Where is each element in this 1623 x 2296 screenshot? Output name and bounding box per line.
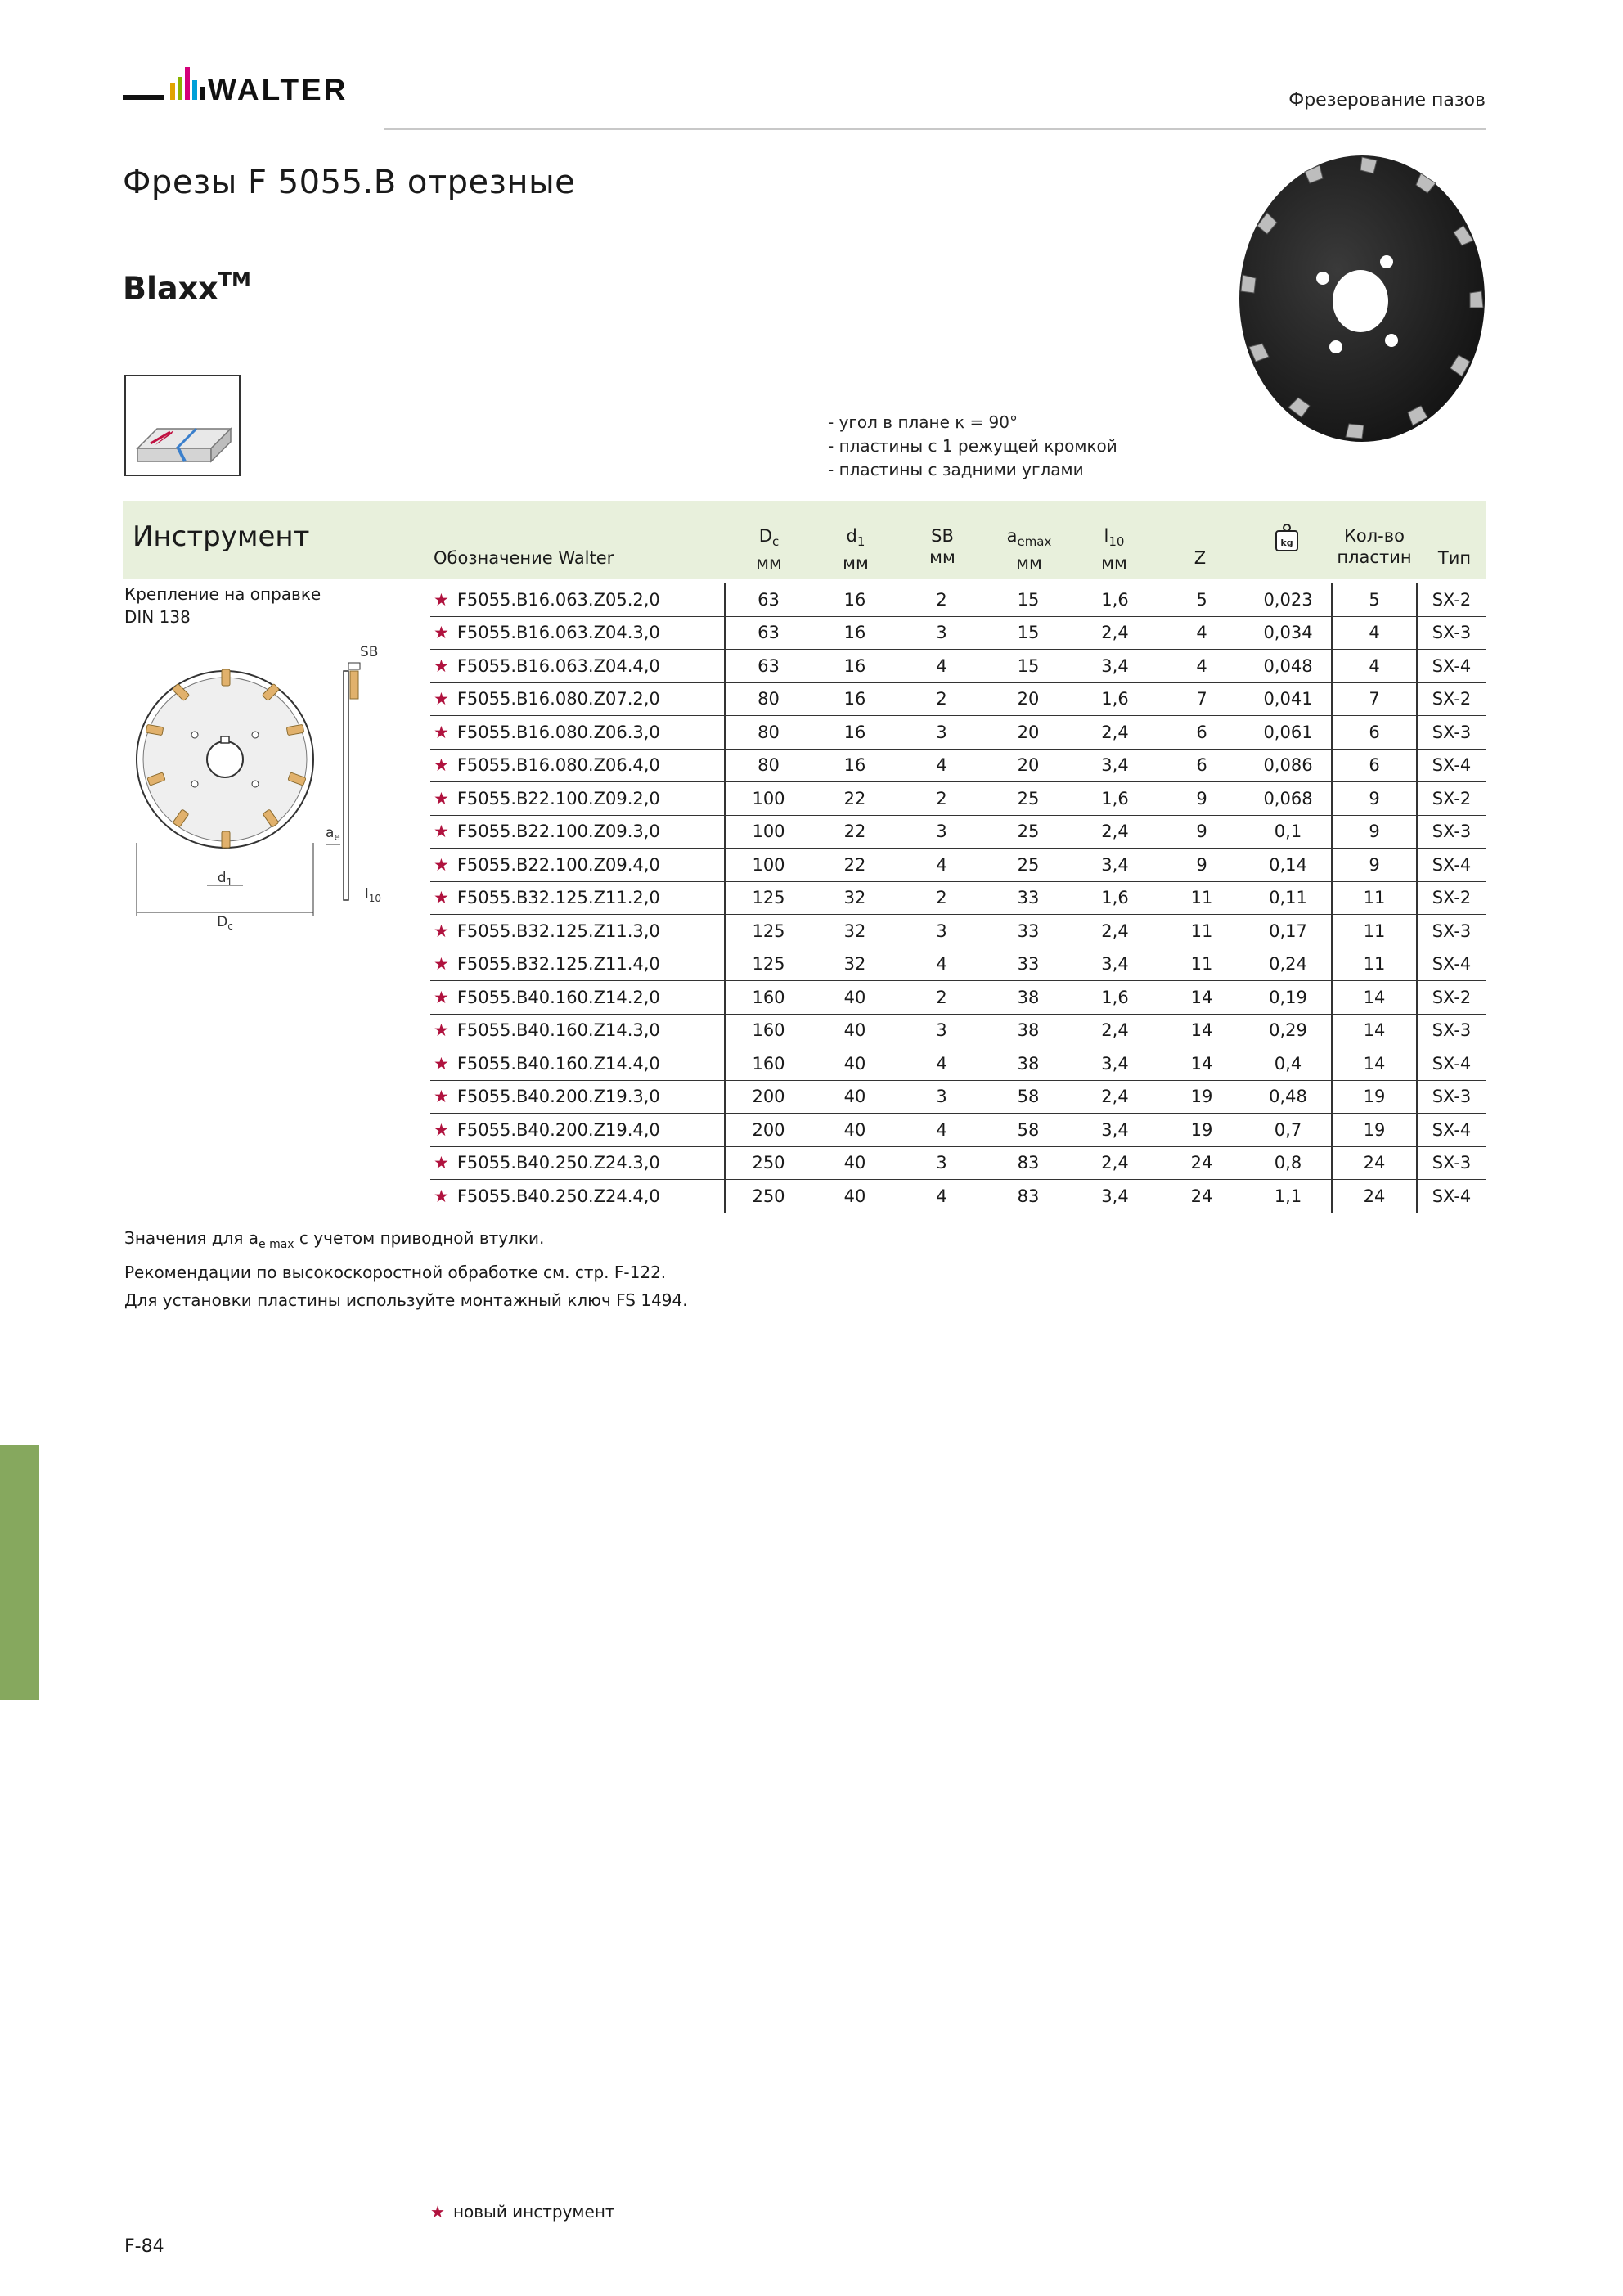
cell-qty: 14 [1332,1014,1417,1047]
cell-designation: ★ F5055.B40.250.Z24.3,0 [430,1146,725,1180]
col-header-designation: Обозначение Walter [434,548,614,568]
cell-sb: 4 [898,749,985,782]
cell-ae: 25 [985,782,1072,816]
tool-data-table [430,583,1486,1213]
table-row [430,583,1486,616]
logo-text: WALTER [208,73,348,106]
note-hsc: Рекомендации по высокоскоростной обработке см. стр. F-122. [124,1263,667,1282]
cell-designation: ★ F5055.B16.063.Z04.4,0 [430,650,725,683]
product-photo [1231,147,1493,450]
brand-name: Blaxx [123,270,218,307]
cell-d1: 22 [812,782,898,816]
cell-designation: ★ F5055.B32.125.Z11.2,0 [430,881,725,915]
cell-designation: ★ F5055.B32.125.Z11.4,0 [430,948,725,981]
cell-sb: 3 [898,716,985,750]
cell-qty: 11 [1332,948,1417,981]
cell-d1: 16 [812,682,898,716]
col-header-l10: $l_{10}$ мм [1101,526,1127,574]
cell-sb: 3 [898,1146,985,1180]
cutter-technical-drawing [123,638,401,932]
cell-ae: 25 [985,849,1072,882]
cell-type: SX-4 [1417,1114,1486,1147]
cell-kg: 0,068 [1245,782,1332,816]
cell-kg: 0,8 [1245,1146,1332,1180]
table-body [430,583,1486,1213]
cell-type: SX-4 [1417,849,1486,882]
cell-d1: 40 [812,1146,898,1180]
cell-kg: 0,29 [1245,1014,1332,1047]
cell-z: 4 [1158,650,1245,683]
cell-kg: 0,1 [1245,815,1332,849]
cell-qty: 24 [1332,1180,1417,1213]
cell-d1: 40 [812,1014,898,1047]
header-rule [384,128,1486,130]
cell-sb: 3 [898,915,985,948]
cell-ae: 15 [985,650,1072,683]
page-number: F-84 [124,2236,164,2257]
star-icon: ★ [434,1087,449,1107]
star-icon: ★ [434,854,449,875]
section-label: Фрезерование пазов [1288,90,1486,110]
cell-kg: 0,7 [1245,1114,1332,1147]
feature-item: - пластины с задними углами [828,460,1084,479]
cell-dc: 63 [725,583,812,616]
cell-ae: 20 [985,716,1072,750]
cell-dc: 250 [725,1180,812,1213]
table-row [430,948,1486,981]
cell-ae: 38 [985,1047,1072,1081]
cell-l10: 1,6 [1072,782,1158,816]
star-icon: ★ [434,822,449,842]
page-title: Фрезы F 5055.B отрезные [123,164,576,201]
cell-dc: 125 [725,881,812,915]
cell-z: 5 [1158,583,1245,616]
cell-type: SX-2 [1417,682,1486,716]
cell-kg: 0,48 [1245,1080,1332,1114]
star-icon: ★ [434,888,449,908]
cell-qty: 4 [1332,650,1417,683]
table-row [430,1146,1486,1180]
table-row [430,1114,1486,1147]
cell-l10: 3,4 [1072,1180,1158,1213]
cell-l10: 3,4 [1072,1047,1158,1081]
brand-subtitle [123,270,251,307]
cell-l10: 3,4 [1072,1114,1158,1147]
cell-d1: 32 [812,881,898,915]
cell-type: SX-3 [1417,1014,1486,1047]
cell-ae: 33 [985,915,1072,948]
cell-designation: ★ F5055.B40.160.Z14.4,0 [430,1047,725,1081]
table-row [430,1080,1486,1114]
cell-dc: 100 [725,849,812,882]
cell-sb: 4 [898,1047,985,1081]
cell-designation: ★ F5055.B16.063.Z04.3,0 [430,616,725,650]
cell-dc: 160 [725,981,812,1015]
table-row [430,749,1486,782]
svg-text:SB: SB [360,644,379,660]
cell-qty: 11 [1332,915,1417,948]
cell-d1: 40 [812,1180,898,1213]
cell-dc: 125 [725,915,812,948]
cell-dc: 160 [725,1014,812,1047]
cell-dc: 80 [725,682,812,716]
cell-l10: 2,4 [1072,1014,1158,1047]
cell-d1: 16 [812,616,898,650]
cell-ae: 25 [985,815,1072,849]
cell-designation: ★ F5055.B16.080.Z06.4,0 [430,749,725,782]
svg-text:l10: $l_{10}$ [365,886,382,904]
table-row [430,782,1486,816]
table-row [430,881,1486,915]
cell-type: SX-3 [1417,616,1486,650]
cell-d1: 40 [812,1047,898,1081]
col-header-ae: $a_{emax}$ мм [1006,526,1052,574]
star-icon: ★ [434,954,449,975]
cell-z: 19 [1158,1080,1245,1114]
cell-l10: 2,4 [1072,915,1158,948]
star-icon: ★ [434,623,449,643]
walter-logo [123,59,401,116]
cell-d1: 22 [812,815,898,849]
cell-qty: 24 [1332,1146,1417,1180]
cell-d1: 16 [812,583,898,616]
cell-designation: ★ F5055.B22.100.Z09.2,0 [430,782,725,816]
star-icon: ★ [434,689,449,709]
cell-z: 14 [1158,1014,1245,1047]
cell-dc: 250 [725,1146,812,1180]
table-row [430,849,1486,882]
cell-kg: 0,023 [1245,583,1332,616]
cell-sb: 3 [898,616,985,650]
svg-text:ae: $a_e$ [326,825,340,843]
cell-dc: 63 [725,650,812,683]
cell-type: SX-2 [1417,782,1486,816]
star-icon: ★ [434,788,449,808]
svg-text:kg: kg [1280,538,1293,548]
cell-dc: 63 [725,616,812,650]
cell-kg: 0,048 [1245,650,1332,683]
cell-type: SX-4 [1417,650,1486,683]
cell-qty: 9 [1332,815,1417,849]
cell-sb: 4 [898,948,985,981]
cell-sb: 3 [898,1014,985,1047]
cell-designation: ★ F5055.B40.200.Z19.4,0 [430,1114,725,1147]
cell-z: 4 [1158,616,1245,650]
cell-d1: 22 [812,849,898,882]
cell-z: 6 [1158,749,1245,782]
cell-l10: 1,6 [1072,583,1158,616]
cell-type: SX-2 [1417,881,1486,915]
cell-z: 9 [1158,815,1245,849]
cell-type: SX-4 [1417,749,1486,782]
cell-designation: ★ F5055.B32.125.Z11.3,0 [430,915,725,948]
cell-type: SX-3 [1417,716,1486,750]
cell-sb: 2 [898,981,985,1015]
cell-d1: 32 [812,948,898,981]
star-icon: ★ [434,1153,449,1173]
star-icon: ★ [434,1020,449,1041]
star-icon: ★ [434,921,449,941]
cell-sb: 4 [898,1114,985,1147]
trademark: TM [218,268,251,291]
cell-type: SX-3 [1417,815,1486,849]
col-header-z: Z [1194,548,1207,568]
cell-designation: ★ F5055.B22.100.Z09.4,0 [430,849,725,882]
svg-text:Dc: $D_c$ [217,914,233,932]
cell-dc: 80 [725,716,812,750]
cell-kg: 0,4 [1245,1047,1332,1081]
cell-type: SX-4 [1417,948,1486,981]
table-row [430,981,1486,1015]
cell-sb: 2 [898,682,985,716]
cell-qty: 14 [1332,1047,1417,1081]
cell-z: 11 [1158,881,1245,915]
cell-d1: 16 [812,716,898,750]
cell-dc: 200 [725,1080,812,1114]
star-icon: ★ [434,1186,449,1206]
note-key: Для установки пластины используйте монтажный ключ FS 1494. [124,1290,688,1310]
cell-d1: 40 [812,1114,898,1147]
cell-z: 9 [1158,782,1245,816]
cell-d1: 16 [812,650,898,683]
star-icon: ★ [434,987,449,1007]
cell-designation: ★ F5055.B40.200.Z19.3,0 [430,1080,725,1114]
cell-l10: 2,4 [1072,716,1158,750]
cell-qty: 9 [1332,849,1417,882]
star-icon: ★ [434,722,449,742]
cell-qty: 6 [1332,749,1417,782]
cell-type: SX-3 [1417,915,1486,948]
cell-l10: 3,4 [1072,650,1158,683]
cell-l10: 3,4 [1072,948,1158,981]
star-icon: ★ [434,755,449,776]
legend-new-tool: ★ новый инструмент [430,2202,615,2222]
star-icon: ★ [434,1053,449,1074]
footnotes [124,1224,688,1314]
cell-qty: 19 [1332,1080,1417,1114]
cell-l10: 1,6 [1072,981,1158,1015]
col-header-d1: $d_1$ мм [843,526,869,574]
cell-dc: 200 [725,1114,812,1147]
cell-dc: 125 [725,948,812,981]
cell-d1: 40 [812,981,898,1015]
cell-qty: 14 [1332,981,1417,1015]
svg-text:d1: $d_1$ [217,870,233,888]
chapter-side-tab [0,1445,39,1700]
cell-type: SX-3 [1417,1146,1486,1180]
cell-kg: 0,041 [1245,682,1332,716]
cell-kg: 0,034 [1245,616,1332,650]
cell-ae: 58 [985,1080,1072,1114]
cell-kg: 0,17 [1245,915,1332,948]
col-header-dc: $D_c$ мм [756,526,782,574]
feature-item: - пластины с 1 режущей кромкой [828,436,1117,456]
feature-list [828,411,1117,482]
cell-type: SX-2 [1417,981,1486,1015]
note-ae: Значения для $a_{e max}$ с учетом приводной втулки. [124,1228,545,1251]
col-header-qty: Кол-во пластин [1337,526,1412,567]
tool-section-heading: Инструмент [133,520,310,553]
cell-designation: ★ F5055.B40.160.Z14.3,0 [430,1014,725,1047]
cell-designation: ★ F5055.B16.080.Z06.3,0 [430,716,725,750]
cell-sb: 4 [898,650,985,683]
cell-qty: 6 [1332,716,1417,750]
star-icon: ★ [430,2202,445,2222]
cell-ae: 15 [985,583,1072,616]
cell-type: SX-3 [1417,1080,1486,1114]
mounting-label: Крепление на оправке DIN 138 [124,584,321,627]
cell-kg: 0,24 [1245,948,1332,981]
cell-designation: ★ F5055.B40.250.Z24.4,0 [430,1180,725,1213]
cell-type: SX-4 [1417,1047,1486,1081]
cell-dc: 160 [725,1047,812,1081]
cell-ae: 38 [985,981,1072,1015]
cell-designation: ★ F5055.B22.100.Z09.3,0 [430,815,725,849]
feature-item: - угол в плане κ = 90° [828,412,1018,432]
cell-z: 9 [1158,849,1245,882]
cell-qty: 7 [1332,682,1417,716]
col-header-type: Тип [1437,548,1472,568]
cell-l10: 1,6 [1072,881,1158,915]
cell-sb: 3 [898,815,985,849]
cell-sb: 2 [898,881,985,915]
cell-ae: 83 [985,1180,1072,1213]
star-icon: ★ [434,1119,449,1140]
cell-qty: 9 [1332,782,1417,816]
cell-type: SX-4 [1417,1180,1486,1213]
cell-l10: 3,4 [1072,849,1158,882]
cell-ae: 15 [985,616,1072,650]
cell-ae: 33 [985,948,1072,981]
cell-designation: ★ F5055.B40.160.Z14.2,0 [430,981,725,1015]
cell-dc: 100 [725,782,812,816]
cell-z: 14 [1158,981,1245,1015]
table-row [430,616,1486,650]
cell-kg: 0,061 [1245,716,1332,750]
cell-z: 6 [1158,716,1245,750]
cell-kg: 0,14 [1245,849,1332,882]
cell-l10: 1,6 [1072,682,1158,716]
cell-z: 19 [1158,1114,1245,1147]
cell-d1: 40 [812,1080,898,1114]
table-row [430,1180,1486,1213]
cell-l10: 2,4 [1072,815,1158,849]
cell-l10: 2,4 [1072,616,1158,650]
table-row [430,1014,1486,1047]
cell-kg: 0,19 [1245,981,1332,1015]
cell-kg: 0,086 [1245,749,1332,782]
cell-qty: 11 [1332,881,1417,915]
star-icon: ★ [434,589,449,610]
table-row [430,682,1486,716]
cell-sb: 3 [898,1080,985,1114]
star-icon: ★ [434,655,449,676]
cell-z: 11 [1158,915,1245,948]
cell-dc: 80 [725,749,812,782]
cell-qty: 19 [1332,1114,1417,1147]
cell-z: 14 [1158,1047,1245,1081]
cell-l10: 3,4 [1072,749,1158,782]
cell-d1: 16 [812,749,898,782]
cell-sb: 2 [898,583,985,616]
table-row [430,716,1486,750]
cell-kg: 0,11 [1245,881,1332,915]
cell-d1: 32 [812,915,898,948]
slotting-operation-icon [124,375,241,476]
weight-icon [1275,524,1299,551]
cell-sb: 4 [898,1180,985,1213]
cell-z: 24 [1158,1146,1245,1180]
cell-ae: 33 [985,881,1072,915]
cell-dc: 100 [725,815,812,849]
cell-sb: 4 [898,849,985,882]
cell-l10: 2,4 [1072,1080,1158,1114]
table-row [430,650,1486,683]
cell-ae: 58 [985,1114,1072,1147]
cell-kg: 1,1 [1245,1180,1332,1213]
cell-z: 7 [1158,682,1245,716]
cell-z: 11 [1158,948,1245,981]
cell-l10: 2,4 [1072,1146,1158,1180]
cell-ae: 83 [985,1146,1072,1180]
cell-designation: ★ F5055.B16.080.Z07.2,0 [430,682,725,716]
cell-sb: 2 [898,782,985,816]
cell-qty: 5 [1332,583,1417,616]
table-row [430,815,1486,849]
table-row [430,915,1486,948]
col-header-sb: SB мм [929,526,955,567]
table-row [430,1047,1486,1081]
cell-type: SX-2 [1417,583,1486,616]
cell-qty: 4 [1332,616,1417,650]
cell-ae: 20 [985,749,1072,782]
cell-designation: ★ F5055.B16.063.Z05.2,0 [430,583,725,616]
cell-ae: 38 [985,1014,1072,1047]
cell-z: 24 [1158,1180,1245,1213]
cell-ae: 20 [985,682,1072,716]
